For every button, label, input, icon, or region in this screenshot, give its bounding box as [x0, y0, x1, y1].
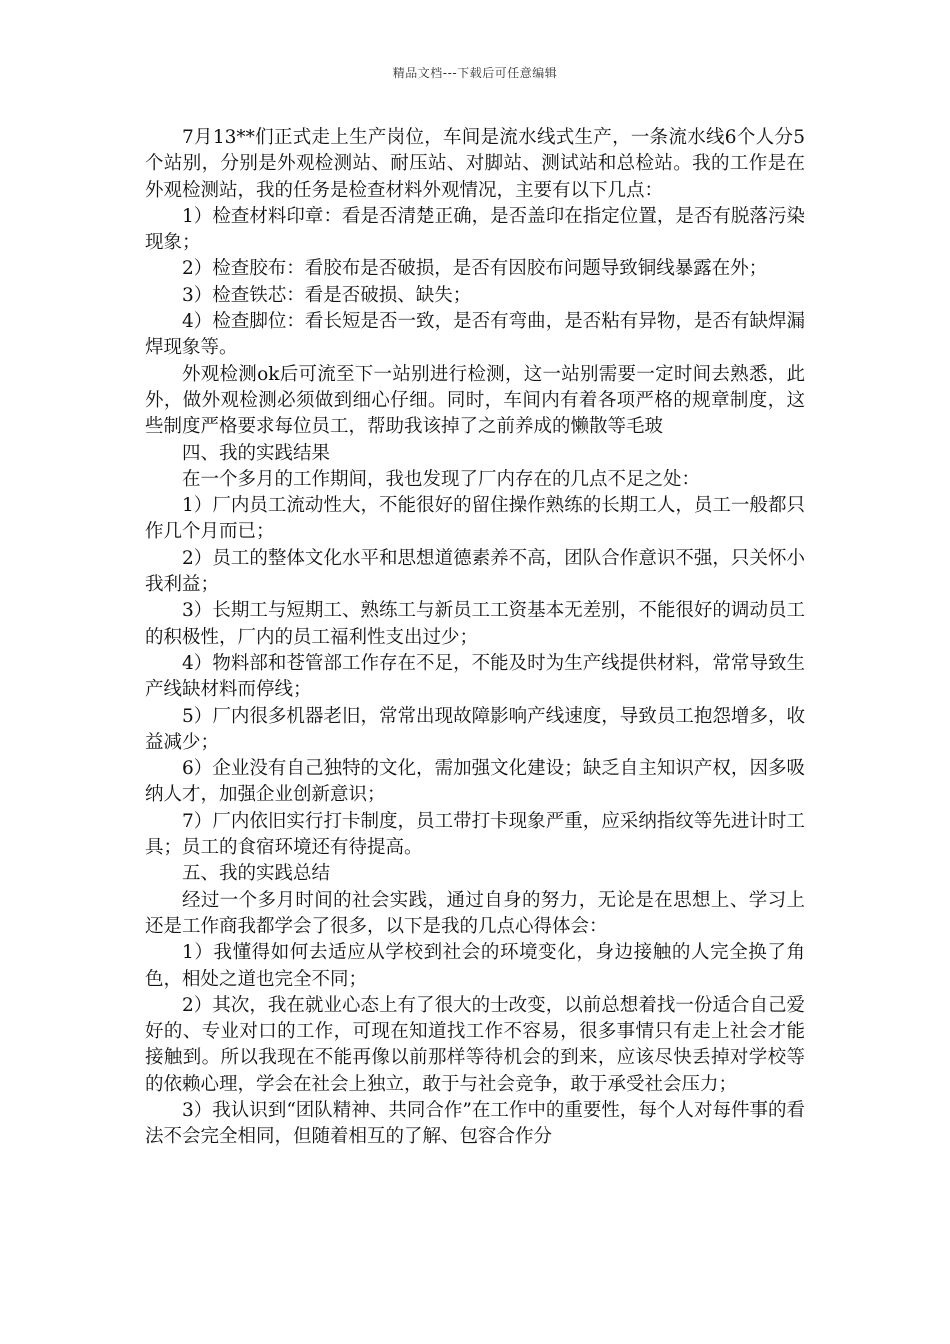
- page-header: 精品文档---下载后可任意编辑: [392, 66, 558, 80]
- paragraph-issue-6: 6）企业没有自己独特的文化，需加强文化建设；缺乏自主知识产权，因多吸纳人才，加强企业创新意识；: [145, 758, 805, 806]
- section-heading-results: 四、我的实践结果: [182, 442, 331, 464]
- paragraph-intro: 7月13**们正式走上生产岗位，车间是流水线式生产，一条流水线6个人分5个站别，分别是外观检测站、耐压站、对脚站、测试站和总检站。我的工作是在外观检测站，我的任务是检查材料外观情况，主要有以下几点：: [145, 127, 805, 201]
- paragraph-issue-3: 3）长期工与短期工、熟练工与新员工工资基本无差别，不能很好的调动员工的积极性，厂内的员工福利性支出过少；: [145, 600, 805, 648]
- paragraph-issue-1: 1）厂内员工流动性大，不能很好的留住操作熟练的长期工人，员工一般都只作几个月而已；: [145, 495, 805, 543]
- paragraph-check-tape: 2）检查胶布：看胶布是否破损，是否有因胶布问题导致铜线暴露在外；: [182, 258, 768, 280]
- paragraph-issue-5: 5）厂内很多机器老旧，常常出现故障影响产线速度，导致员工抱怨增多，收益减少；: [145, 705, 805, 753]
- paragraph-issue-7: 7）厂内依旧实行打卡制度，员工带打卡现象严重，应采纳指纹等先进计时工具；员工的食宿环境还有待提高。: [145, 810, 805, 859]
- paragraph-insight-1: 1）我懂得如何去适应从学校到社会的环境变化，身边接触的人完全换了角色，相处之道也完全不同；: [145, 942, 805, 990]
- section-heading-summary: 五、我的实践总结: [182, 863, 331, 885]
- paragraph-issue-4: 4）物料部和苍管部工作存在不足，不能及时为生产线提供材料，常常导致生产线缺材料而停线；: [145, 652, 805, 701]
- paragraph-check-core: 3）检查铁芯：看是否破损、缺失；: [182, 284, 472, 306]
- paragraph-issue-2: 2）员工的整体文化水平和思想道德素养不高，团队合作意识不强，只关怀小我利益；: [145, 547, 805, 596]
- paragraph-results-intro: 在一个多月的工作期间，我也发现了厂内存在的几点不足之处：: [182, 468, 701, 490]
- paragraph-insight-2: 2）其次，我在就业心态上有了很大的士改变，以前总想着找一份适合自己爱好的、专业对口的工作，可现在知道找工作不容易，很多事情只有走上社会才能接触到。所以我现在不能再像以前那样等待机会的到来，应该尽快丢掉对学校等的依赖心理，学会在社会上独立，敢于与社会竞争，敢于承受社会压力；: [145, 994, 805, 1095]
- paragraph-summary-intro: 经过一个多月时间的社会实践，通过自身的努力，无论是在思想上、学习上还是工作商我都学会了很多，以下是我的几点心得体会：: [145, 889, 805, 937]
- paragraph-insight-3: 3）我认识到“团队精神、共同合作”在工作中的重要性，每个人对每件事的看法不会完全相同，但随着相互的了解、包容合作分: [145, 1099, 805, 1148]
- paragraph-check-pins: 4）检查脚位：看长短是否一致，是否有弯曲，是否粘有异物，是否有缺焊漏焊现象等。: [145, 311, 805, 359]
- paragraph-inspection-summary: 外观检测ok后可流至下一站别进行检测，这一站别需要一定时间去熟悉，此外，做外观检测必须做到细心仔细。同时，车间内有着各项严格的规章制度，这些制度严格要求每位员工，帮助我该掉了之前养成的懒散等毛玻: [145, 363, 805, 438]
- paragraph-check-stamp: 1）检查材料印章：看是否清楚正确，是否盖印在指定位置，是否有脱落污染现象；: [145, 205, 805, 254]
- document-body: [145, 125, 805, 1151]
